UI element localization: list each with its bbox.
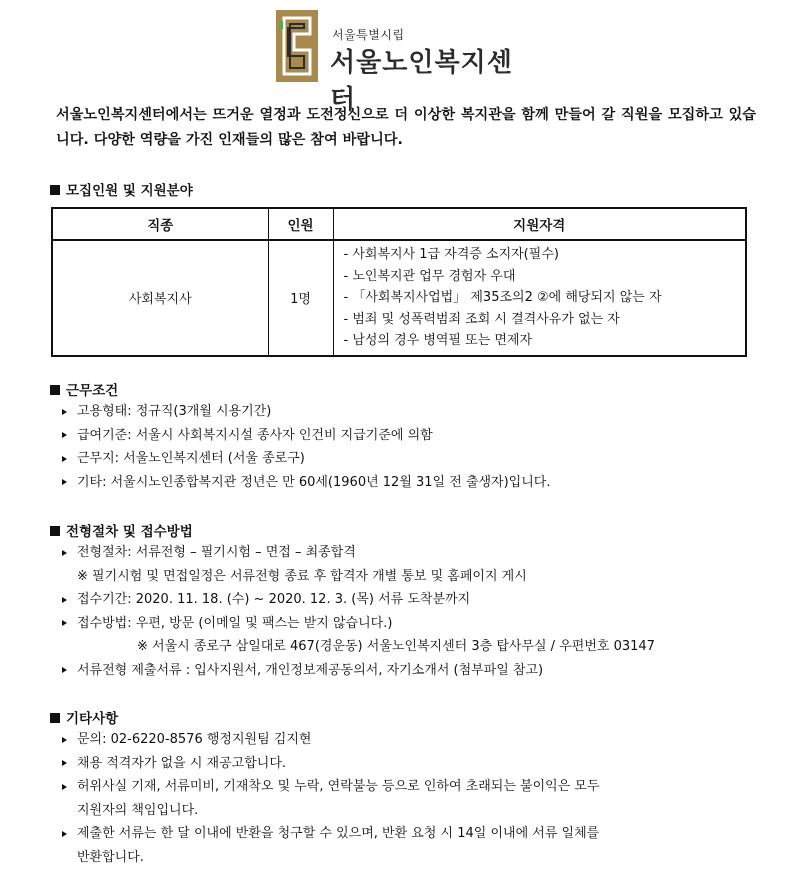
list-item	[62, 775, 762, 799]
square-bullet-icon	[50, 385, 60, 395]
recruitment-table	[51, 207, 747, 357]
item-text: 허위사실 기재, 서류미비, 기재착오 및 누락, 연락불능 등으로 인하여 초래되는 불이익은 모두	[77, 779, 600, 794]
item-text: 채용 적격자가 없을 시 재공고합니다.	[77, 755, 287, 771]
list-item	[62, 612, 762, 636]
triangle-bullet-icon	[62, 620, 67, 626]
item-text: 접수방법: 우편, 방문 (이메일 및 팩스는 받지 않습니다.)	[77, 615, 393, 631]
header-job: 직종	[52, 208, 268, 240]
item-text: 급여기준: 서울시 사회복지시설 종사자 인건비 지급기준에 의함	[77, 427, 433, 443]
triangle-bullet-icon	[62, 597, 67, 603]
process-list	[62, 541, 762, 682]
square-bullet-icon	[50, 185, 60, 195]
list-item	[62, 471, 762, 495]
section-conditions-title	[50, 379, 118, 399]
conditions-list	[62, 400, 762, 494]
qual-item: - 「사회복지사업법」 제35조의2 ②에 해당되지 않는 자	[343, 290, 662, 306]
cell-quals	[333, 240, 746, 356]
item-continuation: 지원자의 책임입니다.	[77, 802, 199, 818]
header-quals: 지원자격	[333, 208, 746, 240]
item-text: 전형절차: 서류전형 – 필기시험 – 면접 – 최종합격	[77, 545, 356, 560]
table-header-row	[52, 208, 746, 240]
cell-job: 사회복지사	[52, 240, 268, 356]
item-text: 서류전형 제출서류 : 입사지원서, 개인정보제공동의서, 자기소개서 (첨부파일 참고)	[77, 662, 544, 678]
list-item	[62, 424, 762, 448]
triangle-bullet-icon	[62, 760, 67, 766]
page-header	[276, 10, 536, 115]
table-row	[52, 240, 746, 356]
org-name: 서울노인복지센터	[330, 48, 513, 115]
qual-item: - 사회복지사 1급 자격증 소지자(필수)	[343, 247, 559, 262]
triangle-bullet-icon	[62, 667, 67, 673]
triangle-bullet-icon	[62, 456, 67, 462]
item-continuation: 반환합니다.	[77, 849, 144, 865]
square-bullet-icon	[50, 526, 60, 536]
section-label: 모집인원 및 지원분야	[66, 183, 193, 199]
intro-text: 서울노인복지센터에서는 뜨거운 열정과 도전정신으로 더 이상한 복지관을 함께 만들어 갈 직원을 모집하고 있습니다. 다양한 역량을 가진 인재들의 많은 참여 바랍니다.	[56, 107, 756, 148]
item-text: 고용형태: 정규직(3개월 시용기간)	[77, 404, 272, 419]
square-bullet-icon	[50, 713, 60, 723]
header-count: 인원	[268, 208, 333, 240]
section-label: 근무조건	[66, 383, 119, 399]
item-text: 제출한 서류는 한 달 이내에 반환을 청구할 수 있으며, 반환 요청 시 14일 이내에 서류 일체를	[77, 826, 600, 841]
qual-item: - 남성의 경우 병역필 또는 면제자	[343, 333, 533, 349]
list-item	[62, 588, 762, 612]
list-item	[62, 659, 762, 683]
list-item	[62, 400, 762, 424]
triangle-bullet-icon	[62, 479, 67, 485]
triangle-bullet-icon	[62, 409, 67, 415]
triangle-bullet-icon	[62, 432, 67, 438]
list-item	[62, 447, 762, 471]
item-text: 문의: 02-6220-8576 행정지원팀 김지현	[77, 732, 312, 747]
triangle-bullet-icon	[62, 737, 67, 743]
section-label: 기타사항	[66, 711, 119, 727]
item-text: 근무지: 서울노인복지센터 (서울 종로구)	[77, 451, 305, 466]
section-etc-title	[50, 707, 118, 727]
cell-count: 1명	[268, 240, 333, 356]
qual-item: - 범죄 및 성폭력범죄 조회 시 결격사유가 없는 자	[343, 311, 620, 327]
triangle-bullet-icon	[62, 550, 67, 556]
section-recruitment-title	[50, 179, 193, 199]
process-note: ※ 필기시험 및 면접일정은 서류전형 종료 후 합격자 개별 통보 및 홈페이지 게시	[77, 568, 527, 584]
item-text: 기타: 서울시노인종합복지관 정년은 만 60세(1960년 12월 31일 전 출생자)입니다.	[77, 474, 551, 490]
qual-item: - 노인복지관 업무 경험자 우대	[343, 268, 516, 284]
triangle-bullet-icon	[62, 784, 67, 790]
etc-list	[62, 728, 762, 869]
center-logo-icon	[276, 10, 318, 82]
triangle-bullet-icon	[62, 831, 67, 837]
org-subtitle: 서울특별시립	[332, 28, 405, 42]
item-text: 접수기간: 2020. 11. 18. (수) ~ 2020. 12. 3. (목) 서류 도착분까지	[77, 592, 471, 607]
list-item	[62, 728, 762, 752]
list-item	[62, 541, 762, 565]
section-label: 전형절차 및 접수방법	[66, 524, 193, 540]
list-item	[62, 752, 762, 776]
address-note: ※ 서울시 종로구 삼일대로 467(경운동) 서울노인복지센터 3층 탑사무실 / 우편번호 03147	[137, 639, 655, 654]
section-process-title	[50, 520, 193, 540]
list-item	[62, 822, 762, 846]
